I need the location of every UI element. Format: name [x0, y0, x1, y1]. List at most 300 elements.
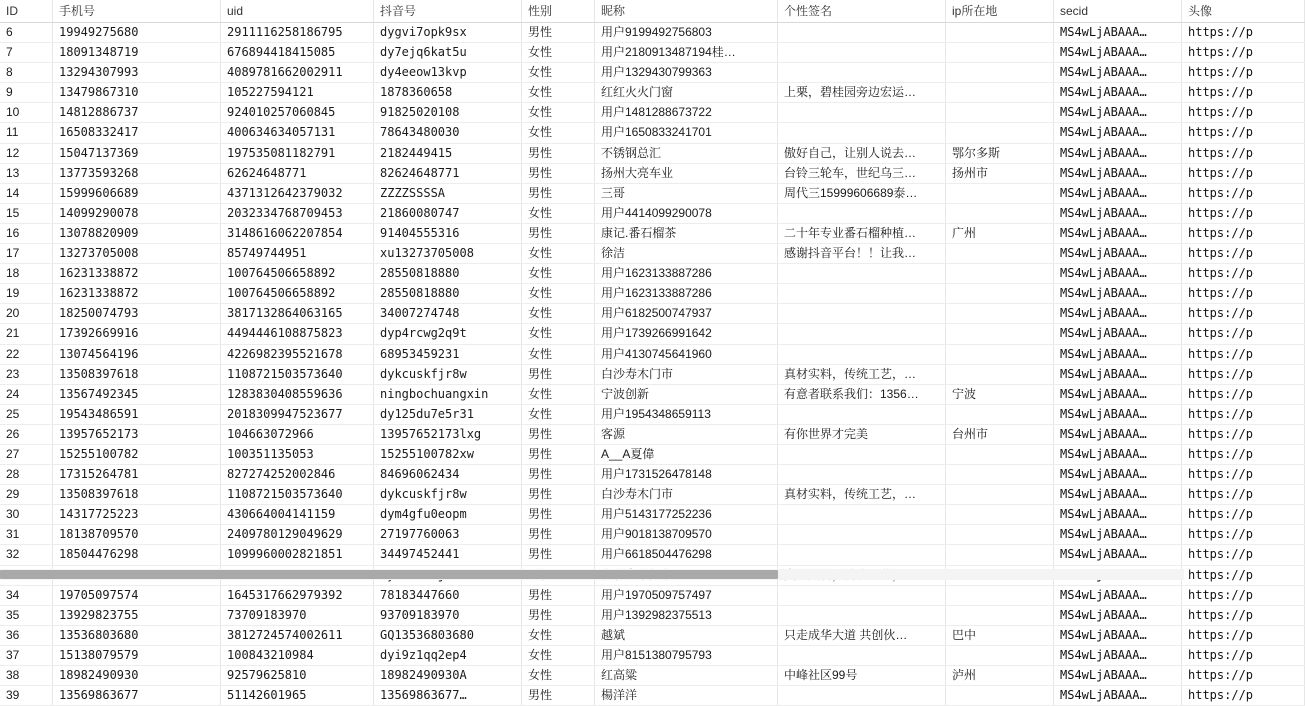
cell-id[interactable]: 7: [0, 43, 53, 63]
cell-signature[interactable]: [778, 264, 946, 284]
cell-avatar-url[interactable]: https://p: [1182, 404, 1305, 424]
cell-uid[interactable]: 104663072966: [221, 424, 374, 444]
cell-secid[interactable]: MS4wLjABAAA…: [1054, 505, 1182, 525]
cell-douyin-id[interactable]: dy7ejq6kat5u: [374, 43, 522, 63]
table-row[interactable]: [0, 284, 1305, 304]
cell-nickname[interactable]: 楊洋洋: [595, 686, 778, 706]
cell-phone[interactable]: 15999606689: [53, 183, 221, 203]
cell-secid[interactable]: MS4wLjABAAA…: [1054, 525, 1182, 545]
table-row[interactable]: [0, 163, 1305, 183]
cell-signature[interactable]: [778, 686, 946, 706]
cell-gender[interactable]: 男性: [522, 545, 595, 565]
cell-secid[interactable]: MS4wLjABAAA…: [1054, 244, 1182, 264]
cell-phone[interactable]: 13773593268: [53, 163, 221, 183]
cell-uid[interactable]: 100764506658892: [221, 284, 374, 304]
cell-douyin-id[interactable]: dy125du7e5r31: [374, 404, 522, 424]
cell-signature[interactable]: 傲好自己，让别人说去…: [778, 143, 946, 163]
cell-douyin-id[interactable]: dykcuskfjr8w: [374, 485, 522, 505]
cell-signature[interactable]: 只走成华大道 共创伙…: [778, 625, 946, 645]
cell-ip-location[interactable]: [946, 304, 1054, 324]
cell-signature[interactable]: 有你世界才完美: [778, 424, 946, 444]
cell-phone[interactable]: 13479867310: [53, 83, 221, 103]
table-row[interactable]: [0, 223, 1305, 243]
cell-uid[interactable]: 2911116258186795: [221, 23, 374, 43]
cell-uid[interactable]: 827274252002846: [221, 465, 374, 485]
cell-signature[interactable]: 周代三15999606689泰…: [778, 183, 946, 203]
cell-avatar-url[interactable]: https://p: [1182, 505, 1305, 525]
cell-ip-location[interactable]: [946, 465, 1054, 485]
cell-douyin-id[interactable]: 27197760063: [374, 525, 522, 545]
cell-signature[interactable]: [778, 465, 946, 485]
cell-ip-location[interactable]: [946, 605, 1054, 625]
cell-avatar-url[interactable]: https://p: [1182, 203, 1305, 223]
cell-signature[interactable]: [778, 585, 946, 605]
cell-uid[interactable]: 4494446108875823: [221, 324, 374, 344]
cell-signature[interactable]: [778, 304, 946, 324]
cell-uid[interactable]: 100843210984: [221, 645, 374, 665]
cell-gender[interactable]: 男性: [522, 465, 595, 485]
cell-douyin-id[interactable]: 13957652173lxg: [374, 424, 522, 444]
cell-gender[interactable]: 女性: [522, 404, 595, 424]
cell-id[interactable]: 31: [0, 525, 53, 545]
cell-gender[interactable]: 女性: [522, 344, 595, 364]
cell-secid[interactable]: MS4wLjABAAA…: [1054, 143, 1182, 163]
cell-douyin-id[interactable]: 78643480030: [374, 123, 522, 143]
cell-id[interactable]: 11: [0, 123, 53, 143]
table-row[interactable]: [0, 83, 1305, 103]
cell-gender[interactable]: 女性: [522, 63, 595, 83]
column-header-avatar[interactable]: 头像: [1182, 0, 1305, 23]
horizontal-scrollbar-thumb[interactable]: [0, 570, 778, 579]
cell-secid[interactable]: MS4wLjABAAA…: [1054, 485, 1182, 505]
cell-id[interactable]: 26: [0, 424, 53, 444]
cell-avatar-url[interactable]: https://p: [1182, 244, 1305, 264]
cell-nickname[interactable]: 客源: [595, 424, 778, 444]
cell-signature[interactable]: [778, 344, 946, 364]
cell-signature[interactable]: [778, 605, 946, 625]
cell-phone[interactable]: 13567492345: [53, 384, 221, 404]
cell-uid[interactable]: 2032334768709453: [221, 203, 374, 223]
cell-signature[interactable]: [778, 545, 946, 565]
cell-douyin-id[interactable]: dykcuskfjr8w: [374, 364, 522, 384]
cell-gender[interactable]: 男性: [522, 223, 595, 243]
cell-avatar-url[interactable]: https://p: [1182, 83, 1305, 103]
column-header-phone[interactable]: 手机号: [53, 0, 221, 23]
cell-id[interactable]: 24: [0, 384, 53, 404]
cell-avatar-url[interactable]: https://p: [1182, 304, 1305, 324]
table-row[interactable]: [0, 505, 1305, 525]
cell-ip-location[interactable]: [946, 585, 1054, 605]
cell-phone[interactable]: 13273705008: [53, 244, 221, 264]
cell-avatar-url[interactable]: https://p: [1182, 143, 1305, 163]
table-row[interactable]: [0, 63, 1305, 83]
cell-ip-location[interactable]: [946, 103, 1054, 123]
cell-id[interactable]: 22: [0, 344, 53, 364]
cell-ip-location[interactable]: 台州市: [946, 424, 1054, 444]
cell-douyin-id[interactable]: 2182449415: [374, 143, 522, 163]
cell-phone[interactable]: 18250074793: [53, 304, 221, 324]
cell-signature[interactable]: 真材实料，传统工艺，…: [778, 485, 946, 505]
cell-nickname[interactable]: 徐洁: [595, 244, 778, 264]
cell-secid[interactable]: MS4wLjABAAA…: [1054, 203, 1182, 223]
cell-avatar-url[interactable]: https://p: [1182, 344, 1305, 364]
cell-nickname[interactable]: 用户6182500747937: [595, 304, 778, 324]
cell-uid[interactable]: 2018309947523677: [221, 404, 374, 424]
cell-signature[interactable]: 真材实料，传统工艺，…: [778, 364, 946, 384]
cell-avatar-url[interactable]: https://p: [1182, 525, 1305, 545]
cell-uid[interactable]: 3148616062207854: [221, 223, 374, 243]
table-row[interactable]: [0, 666, 1305, 686]
cell-avatar-url[interactable]: https://p: [1182, 43, 1305, 63]
cell-secid[interactable]: MS4wLjABAAA…: [1054, 424, 1182, 444]
cell-phone[interactable]: 19543486591: [53, 404, 221, 424]
table-row[interactable]: [0, 625, 1305, 645]
cell-nickname[interactable]: 用户4414099290078: [595, 203, 778, 223]
cell-gender[interactable]: 女性: [522, 83, 595, 103]
cell-nickname[interactable]: 用户5143177252236: [595, 505, 778, 525]
cell-ip-location[interactable]: [946, 324, 1054, 344]
cell-phone[interactable]: 13508397618: [53, 364, 221, 384]
cell-secid[interactable]: MS4wLjABAAA…: [1054, 585, 1182, 605]
cell-secid[interactable]: MS4wLjABAAA…: [1054, 223, 1182, 243]
column-header-nickname[interactable]: 昵称: [595, 0, 778, 23]
cell-ip-location[interactable]: [946, 364, 1054, 384]
cell-id[interactable]: 34: [0, 585, 53, 605]
cell-gender[interactable]: 男性: [522, 444, 595, 464]
cell-uid[interactable]: 51142601965: [221, 686, 374, 706]
cell-uid[interactable]: 3817132864063165: [221, 304, 374, 324]
column-header-signature[interactable]: 个性签名: [778, 0, 946, 23]
cell-gender[interactable]: 女性: [522, 625, 595, 645]
cell-id[interactable]: 13: [0, 163, 53, 183]
table-row[interactable]: [0, 344, 1305, 364]
cell-gender[interactable]: 男性: [522, 183, 595, 203]
cell-avatar-url[interactable]: https://p: [1182, 585, 1305, 605]
cell-signature[interactable]: [778, 645, 946, 665]
cell-ip-location[interactable]: [946, 43, 1054, 63]
cell-ip-location[interactable]: [946, 344, 1054, 364]
cell-phone[interactable]: 17392669916: [53, 324, 221, 344]
cell-douyin-id[interactable]: 1878360658: [374, 83, 522, 103]
cell-secid[interactable]: MS4wLjABAAA…: [1054, 545, 1182, 565]
column-header-id[interactable]: ID: [0, 0, 53, 23]
cell-id[interactable]: 16: [0, 223, 53, 243]
table-row[interactable]: [0, 525, 1305, 545]
cell-nickname[interactable]: 红红火火门窗: [595, 83, 778, 103]
cell-signature[interactable]: 中峰社区99号: [778, 666, 946, 686]
cell-douyin-id[interactable]: dygvi7opk9sx: [374, 23, 522, 43]
cell-gender[interactable]: 女性: [522, 304, 595, 324]
cell-nickname[interactable]: 宁波创新: [595, 384, 778, 404]
table-row[interactable]: [0, 324, 1305, 344]
cell-ip-location[interactable]: [946, 83, 1054, 103]
cell-phone[interactable]: 15047137369: [53, 143, 221, 163]
cell-secid[interactable]: MS4wLjABAAA…: [1054, 123, 1182, 143]
table-row[interactable]: [0, 686, 1305, 706]
cell-phone[interactable]: 13957652173: [53, 424, 221, 444]
cell-avatar-url[interactable]: https://p: [1182, 666, 1305, 686]
cell-gender[interactable]: 女性: [522, 324, 595, 344]
cell-phone[interactable]: 13569863677: [53, 686, 221, 706]
cell-avatar-url[interactable]: https://p: [1182, 223, 1305, 243]
cell-id[interactable]: 14: [0, 183, 53, 203]
cell-id[interactable]: 15: [0, 203, 53, 223]
table-row[interactable]: [0, 404, 1305, 424]
cell-avatar-url[interactable]: https://p: [1182, 605, 1305, 625]
cell-nickname[interactable]: 用户2180913487194桂…: [595, 43, 778, 63]
table-row[interactable]: [0, 545, 1305, 565]
cell-secid[interactable]: MS4wLjABAAA…: [1054, 645, 1182, 665]
cell-ip-location[interactable]: [946, 686, 1054, 706]
cell-ip-location[interactable]: 鄂尔多斯: [946, 143, 1054, 163]
cell-nickname[interactable]: 用户1623133887286: [595, 284, 778, 304]
cell-id[interactable]: 30: [0, 505, 53, 525]
cell-douyin-id[interactable]: dyi9z1qq2ep4: [374, 645, 522, 665]
cell-douyin-id[interactable]: 82624648771: [374, 163, 522, 183]
cell-uid[interactable]: 62624648771: [221, 163, 374, 183]
cell-ip-location[interactable]: [946, 404, 1054, 424]
cell-secid[interactable]: MS4wLjABAAA…: [1054, 103, 1182, 123]
cell-id[interactable]: 8: [0, 63, 53, 83]
cell-nickname[interactable]: 用户8151380795793: [595, 645, 778, 665]
cell-uid[interactable]: 3812724574002611: [221, 625, 374, 645]
column-header-ip-location[interactable]: ip所在地: [946, 0, 1054, 23]
cell-douyin-id[interactable]: 91404555316: [374, 223, 522, 243]
cell-avatar-url[interactable]: https://p: [1182, 123, 1305, 143]
cell-uid[interactable]: 924010257060845: [221, 103, 374, 123]
cell-nickname[interactable]: 扬州大亮车业: [595, 163, 778, 183]
cell-ip-location[interactable]: 巴中: [946, 625, 1054, 645]
cell-gender[interactable]: 女性: [522, 666, 595, 686]
cell-gender[interactable]: 男性: [522, 424, 595, 444]
cell-ip-location[interactable]: [946, 183, 1054, 203]
cell-avatar-url[interactable]: https://p: [1182, 424, 1305, 444]
cell-phone[interactable]: 18982490930: [53, 666, 221, 686]
column-header-gender[interactable]: 性别: [522, 0, 595, 23]
table-row[interactable]: [0, 183, 1305, 203]
cell-uid[interactable]: 100351135053: [221, 444, 374, 464]
cell-ip-location[interactable]: [946, 505, 1054, 525]
cell-douyin-id[interactable]: 91825020108: [374, 103, 522, 123]
table-row[interactable]: [0, 23, 1305, 43]
cell-phone[interactable]: 19705097574: [53, 585, 221, 605]
table-row[interactable]: [0, 645, 1305, 665]
cell-phone[interactable]: 16508332417: [53, 123, 221, 143]
cell-phone[interactable]: 13074564196: [53, 344, 221, 364]
cell-avatar-url[interactable]: https://p: [1182, 364, 1305, 384]
cell-gender[interactable]: 女性: [522, 384, 595, 404]
cell-ip-location[interactable]: [946, 444, 1054, 464]
cell-douyin-id[interactable]: 93709183970: [374, 605, 522, 625]
cell-id[interactable]: 38: [0, 666, 53, 686]
cell-ip-location[interactable]: [946, 63, 1054, 83]
cell-id[interactable]: 17: [0, 244, 53, 264]
cell-douyin-id[interactable]: dy4eeow13kvp: [374, 63, 522, 83]
cell-secid[interactable]: MS4wLjABAAA…: [1054, 364, 1182, 384]
cell-signature[interactable]: [778, 203, 946, 223]
cell-avatar-url[interactable]: https://p: [1182, 163, 1305, 183]
cell-id[interactable]: 27: [0, 444, 53, 464]
cell-nickname[interactable]: 越斌: [595, 625, 778, 645]
cell-douyin-id[interactable]: dym4gfu0eopm: [374, 505, 522, 525]
cell-nickname[interactable]: 用户1623133887286: [595, 264, 778, 284]
cell-douyin-id[interactable]: 34497452441: [374, 545, 522, 565]
cell-uid[interactable]: 4226982395521678: [221, 344, 374, 364]
table-row[interactable]: [0, 264, 1305, 284]
cell-uid[interactable]: 1108721503573640: [221, 485, 374, 505]
cell-uid[interactable]: 400634634057131: [221, 123, 374, 143]
cell-nickname[interactable]: 用户6618504476298: [595, 545, 778, 565]
cell-secid[interactable]: MS4wLjABAAA…: [1054, 264, 1182, 284]
cell-douyin-id[interactable]: 13569863677…: [374, 686, 522, 706]
cell-douyin-id[interactable]: 28550818880: [374, 284, 522, 304]
cell-gender[interactable]: 女性: [522, 244, 595, 264]
cell-gender[interactable]: 男性: [522, 505, 595, 525]
cell-nickname[interactable]: 用户1481288673722: [595, 103, 778, 123]
cell-douyin-id[interactable]: ningbochuangxin: [374, 384, 522, 404]
cell-ip-location[interactable]: [946, 284, 1054, 304]
cell-douyin-id[interactable]: 78183447660: [374, 585, 522, 605]
table-row[interactable]: [0, 143, 1305, 163]
cell-ip-location[interactable]: [946, 525, 1054, 545]
cell-nickname[interactable]: 红高粱: [595, 666, 778, 686]
cell-uid[interactable]: 1645317662979392: [221, 585, 374, 605]
cell-gender[interactable]: 女性: [522, 43, 595, 63]
cell-secid[interactable]: MS4wLjABAAA…: [1054, 384, 1182, 404]
cell-ip-location[interactable]: 宁波: [946, 384, 1054, 404]
cell-secid[interactable]: MS4wLjABAAA…: [1054, 344, 1182, 364]
cell-gender[interactable]: 男性: [522, 585, 595, 605]
table-row[interactable]: [0, 384, 1305, 404]
column-header-uid[interactable]: uid: [221, 0, 374, 23]
cell-phone[interactable]: 13078820909: [53, 223, 221, 243]
cell-phone[interactable]: 14812886737: [53, 103, 221, 123]
table-row[interactable]: [0, 203, 1305, 223]
cell-phone[interactable]: 18091348719: [53, 43, 221, 63]
cell-signature[interactable]: [778, 525, 946, 545]
cell-phone[interactable]: 17315264781: [53, 465, 221, 485]
cell-secid[interactable]: MS4wLjABAAA…: [1054, 686, 1182, 706]
cell-gender[interactable]: 男性: [522, 525, 595, 545]
cell-nickname[interactable]: 用户4130745641960: [595, 344, 778, 364]
cell-nickname[interactable]: 用户1954348659113: [595, 404, 778, 424]
cell-douyin-id[interactable]: GQ13536803680: [374, 625, 522, 645]
cell-secid[interactable]: MS4wLjABAAA…: [1054, 183, 1182, 203]
cell-gender[interactable]: 男性: [522, 686, 595, 706]
cell-avatar-url[interactable]: https://p: [1182, 284, 1305, 304]
cell-gender[interactable]: 女性: [522, 203, 595, 223]
cell-gender[interactable]: 女性: [522, 284, 595, 304]
cell-gender[interactable]: 男性: [522, 143, 595, 163]
cell-secid[interactable]: MS4wLjABAAA…: [1054, 304, 1182, 324]
cell-phone[interactable]: 19949275680: [53, 23, 221, 43]
cell-signature[interactable]: 有意者联系我们：1356…: [778, 384, 946, 404]
cell-gender[interactable]: 男性: [522, 23, 595, 43]
cell-phone[interactable]: 13929823755: [53, 605, 221, 625]
cell-douyin-id[interactable]: 84696062434: [374, 465, 522, 485]
cell-avatar-url[interactable]: https://p: [1182, 545, 1305, 565]
cell-gender[interactable]: 女性: [522, 123, 595, 143]
cell-uid[interactable]: 197535081182791: [221, 143, 374, 163]
cell-avatar-url[interactable]: https://p: [1182, 264, 1305, 284]
cell-secid[interactable]: MS4wLjABAAA…: [1054, 324, 1182, 344]
cell-douyin-id[interactable]: xu13273705008: [374, 244, 522, 264]
cell-signature[interactable]: [778, 63, 946, 83]
cell-phone[interactable]: 14317725223: [53, 505, 221, 525]
cell-signature[interactable]: [778, 284, 946, 304]
cell-avatar-url[interactable]: https://p: [1182, 565, 1305, 585]
cell-id[interactable]: 35: [0, 605, 53, 625]
cell-id[interactable]: 36: [0, 625, 53, 645]
cell-secid[interactable]: MS4wLjABAAA…: [1054, 444, 1182, 464]
table-row[interactable]: [0, 304, 1305, 324]
cell-avatar-url[interactable]: https://p: [1182, 485, 1305, 505]
cell-secid[interactable]: MS4wLjABAAA…: [1054, 605, 1182, 625]
cell-phone[interactable]: 15255100782: [53, 444, 221, 464]
cell-ip-location[interactable]: [946, 264, 1054, 284]
cell-gender[interactable]: 女性: [522, 264, 595, 284]
cell-ip-location[interactable]: 广州: [946, 223, 1054, 243]
horizontal-scrollbar-track[interactable]: [0, 569, 1184, 580]
cell-nickname[interactable]: 用户9199492756803: [595, 23, 778, 43]
cell-phone[interactable]: 18138709570: [53, 525, 221, 545]
cell-secid[interactable]: MS4wLjABAAA…: [1054, 465, 1182, 485]
cell-phone[interactable]: 13508397618: [53, 485, 221, 505]
cell-gender[interactable]: 女性: [522, 103, 595, 123]
cell-avatar-url[interactable]: https://p: [1182, 183, 1305, 203]
cell-uid[interactable]: 430664004141159: [221, 505, 374, 525]
cell-id[interactable]: 28: [0, 465, 53, 485]
cell-nickname[interactable]: A__A夏偉: [595, 444, 778, 464]
cell-ip-location[interactable]: [946, 485, 1054, 505]
cell-douyin-id[interactable]: dyp4rcwg2q9t: [374, 324, 522, 344]
cell-phone[interactable]: 13294307993: [53, 63, 221, 83]
cell-ip-location[interactable]: [946, 203, 1054, 223]
cell-uid[interactable]: 4089781662002911: [221, 63, 374, 83]
cell-ip-location[interactable]: [946, 244, 1054, 264]
cell-ip-location[interactable]: [946, 545, 1054, 565]
table-row[interactable]: [0, 585, 1305, 605]
cell-gender[interactable]: 男性: [522, 163, 595, 183]
cell-secid[interactable]: MS4wLjABAAA…: [1054, 63, 1182, 83]
table-row[interactable]: [0, 364, 1305, 384]
cell-nickname[interactable]: 白沙寿木门市: [595, 364, 778, 384]
cell-phone[interactable]: 18504476298: [53, 545, 221, 565]
cell-uid[interactable]: 85749744951: [221, 244, 374, 264]
cell-secid[interactable]: MS4wLjABAAA…: [1054, 83, 1182, 103]
table-row[interactable]: [0, 43, 1305, 63]
cell-signature[interactable]: [778, 505, 946, 525]
table-row[interactable]: [0, 123, 1305, 143]
cell-secid[interactable]: MS4wLjABAAA…: [1054, 625, 1182, 645]
cell-signature[interactable]: [778, 404, 946, 424]
cell-avatar-url[interactable]: https://p: [1182, 324, 1305, 344]
cell-signature[interactable]: [778, 444, 946, 464]
column-header-douyin[interactable]: 抖音号: [374, 0, 522, 23]
cell-uid[interactable]: 1108721503573640: [221, 364, 374, 384]
cell-douyin-id[interactable]: 21860080747: [374, 203, 522, 223]
table-row[interactable]: [0, 465, 1305, 485]
cell-signature[interactable]: 感谢抖音平台！！让我…: [778, 244, 946, 264]
cell-id[interactable]: 39: [0, 686, 53, 706]
cell-uid[interactable]: 1283830408559636: [221, 384, 374, 404]
cell-id[interactable]: 6: [0, 23, 53, 43]
table-row[interactable]: [0, 444, 1305, 464]
cell-gender[interactable]: 男性: [522, 485, 595, 505]
cell-gender[interactable]: 女性: [522, 645, 595, 665]
cell-nickname[interactable]: 不锈钢总汇: [595, 143, 778, 163]
cell-ip-location[interactable]: [946, 645, 1054, 665]
